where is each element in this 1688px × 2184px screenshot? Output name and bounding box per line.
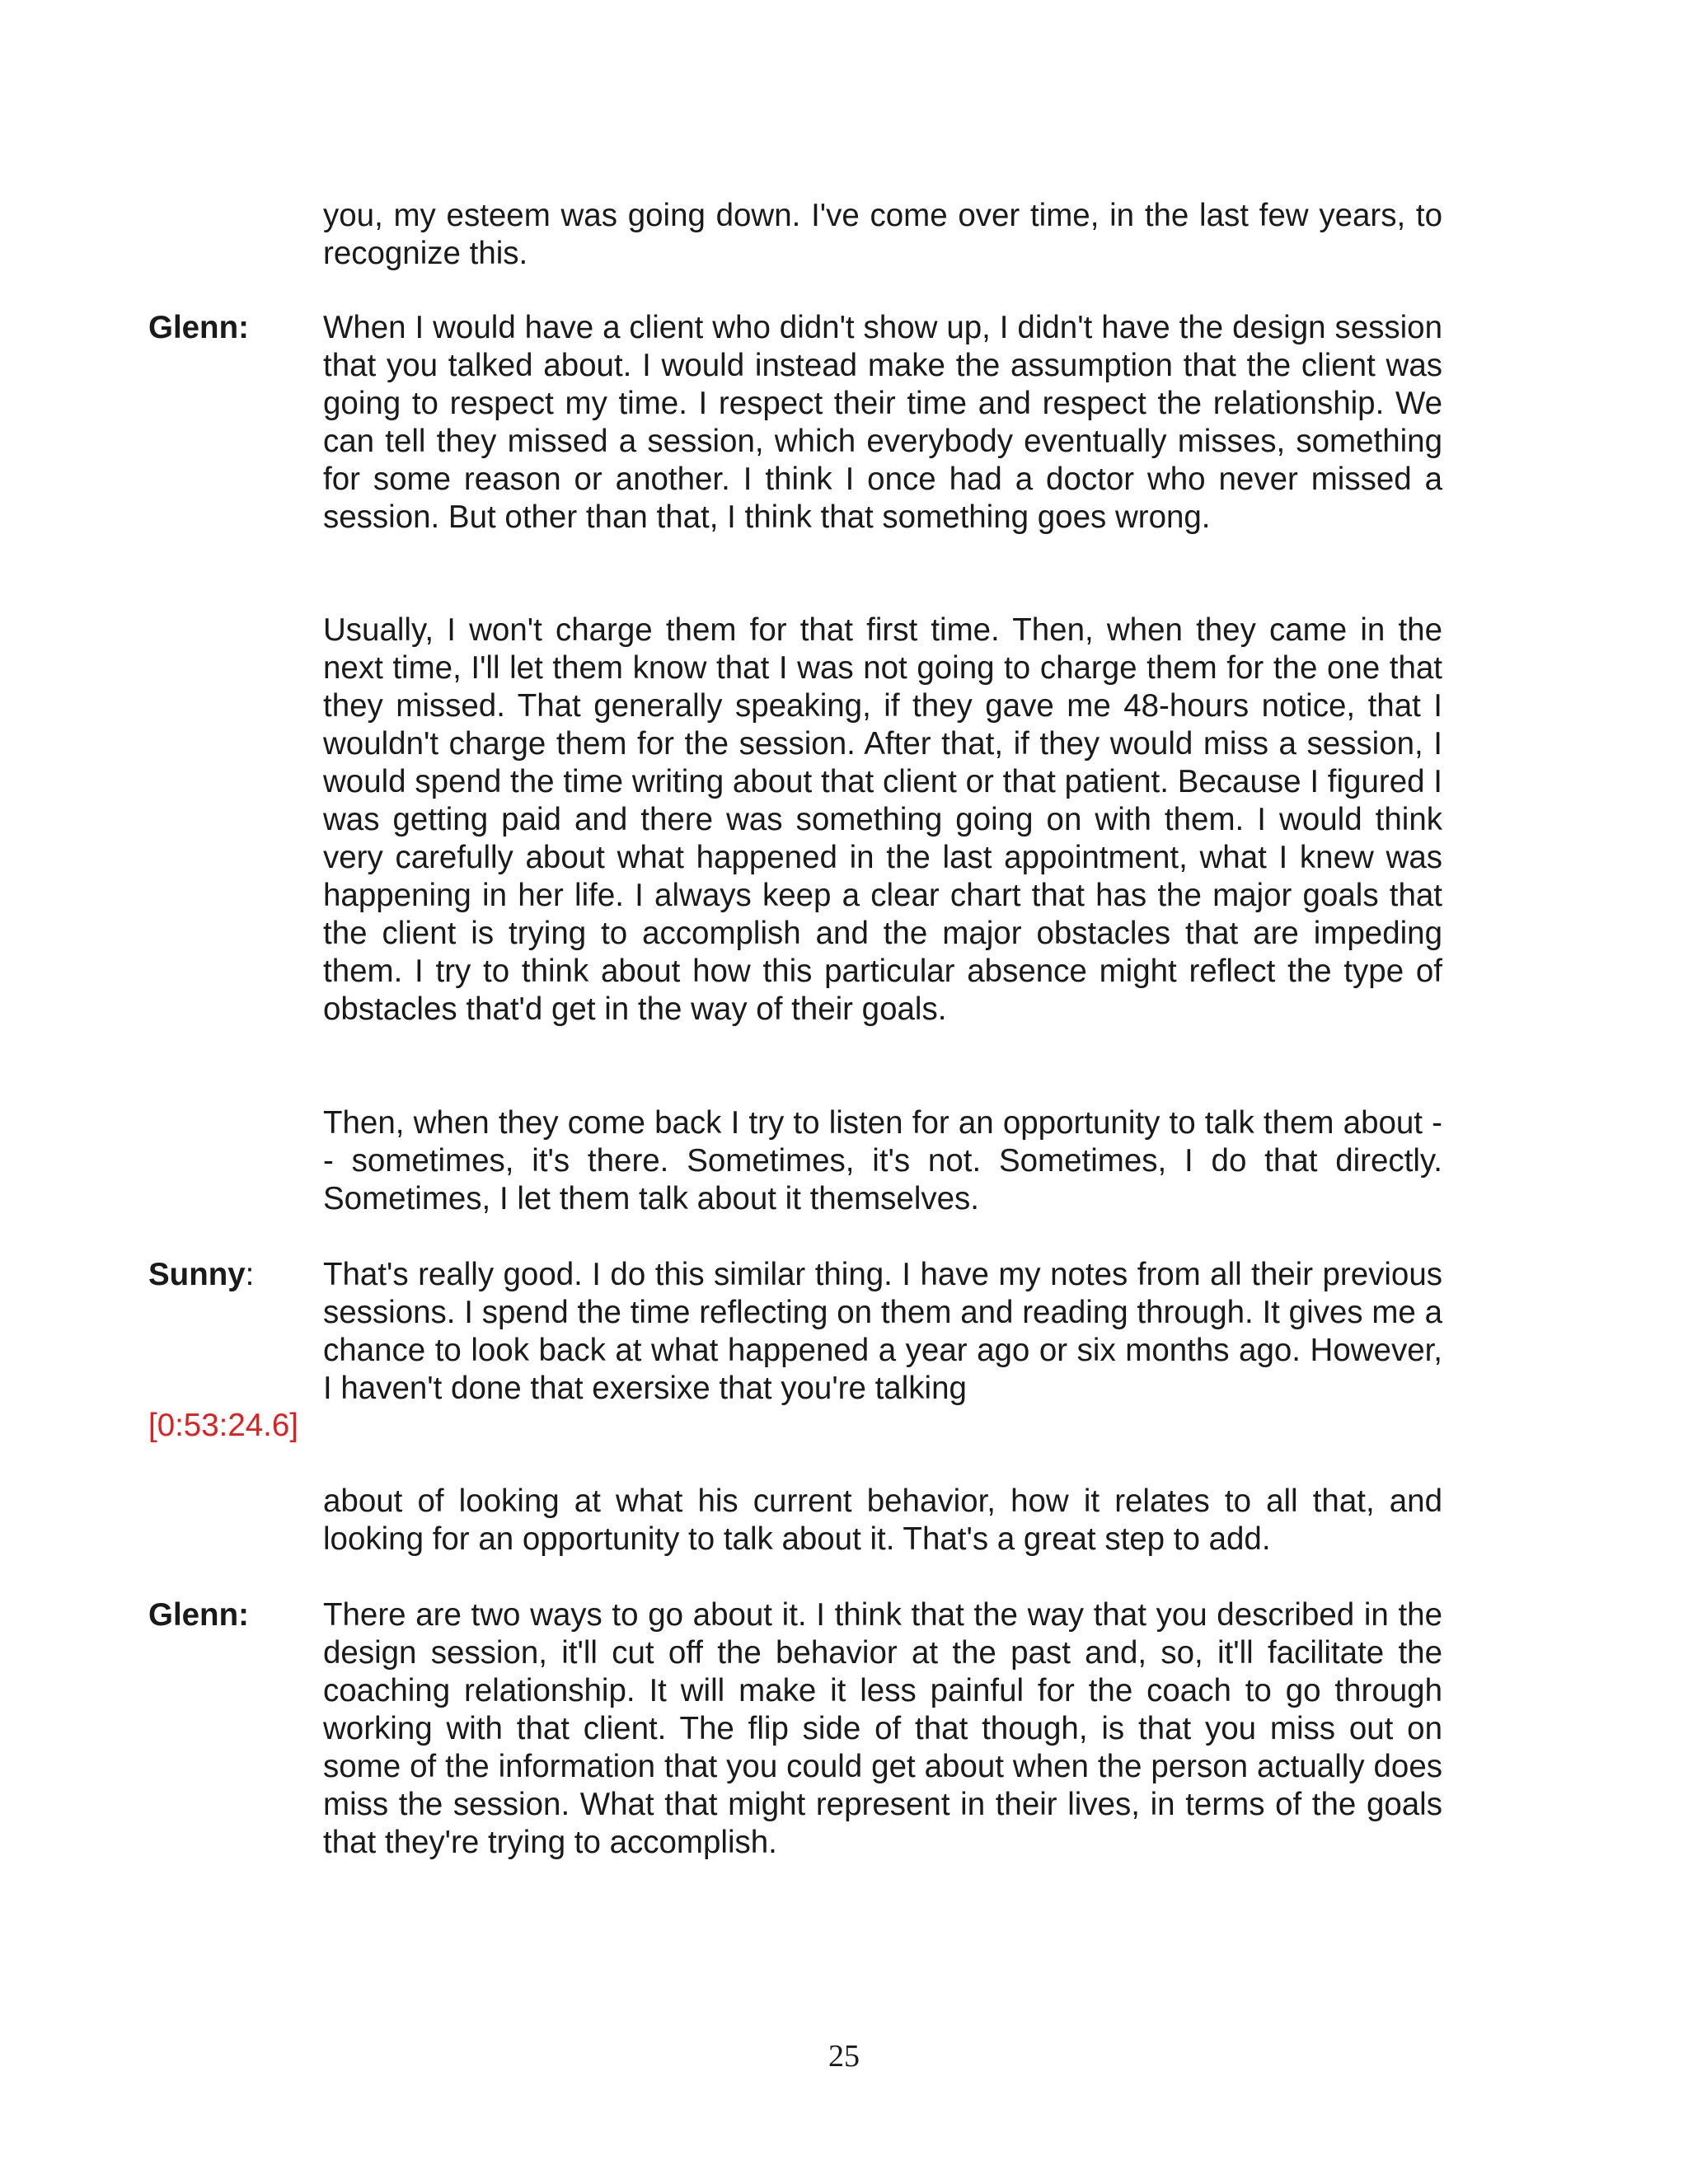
speaker-label-sunny	[148, 1256, 254, 1294]
timestamp-marker: [0:53:24.6]	[148, 1408, 298, 1443]
speaker-label-glenn: Glenn:	[148, 310, 249, 345]
speaker-colon: :	[245, 1257, 255, 1292]
speaker-label-glenn-2: Glenn:	[148, 1597, 249, 1633]
sunny-paragraph-2: about of looking at what his current behavior, how it relates to all that, and looking for an opportunity to talk about it. That's a great step to add.	[323, 1483, 1442, 1557]
sunny-paragraph-1: That's really good. I do this similar thing. I have my notes from all their previous sessions. I spend the time reflecting on them and reading through. It gives me a chance to look back at what happened a year ago or six months ago. However, I haven't done that exersixe that you're talking	[323, 1257, 1442, 1406]
continuation-paragraph: you, my esteem was going down. I've come over time, in the last few years, to recognize this.	[323, 198, 1442, 271]
page-number: 25	[828, 2039, 860, 2074]
glenn-paragraph-2: Usually, I won't charge them for that first time. Then, when they came in the next time, I'll let them know that I was not going to charge them for the one that they missed. That generally speaking, if they gave me 48-hours notice, that I wouldn't charge them for the session. After that, if they would miss a session, I would spend the time writing about that client or that patient. Because I figured I was getting paid and there was something going on with them. I would think very carefully about what happened in the last appointment, what I knew was happening in her life. I always keep a clear chart that has the major goals that the client is trying to accomplish and the major obstacles that are impeding them. I try to think about how this particular absence might reflect the type of obstacles that'd get in the way of their goals.	[323, 612, 1442, 1027]
speaker-name-sunny: Sunny	[148, 1257, 246, 1292]
glenn-paragraph-3: Then, when they come back I try to listen for an opportunity to talk them about -- sometimes, it's there. Sometimes, it's not. Sometimes, I do that directly. Sometimes, I let them talk about it themselves.	[323, 1105, 1442, 1216]
glenn-paragraph-4: There are two ways to go about it. I think that the way that you described in the design session, it'll cut off the behavior at the past and, so, it'll facilitate the coaching relationship. It will make it less painful for the coach to go through working with that client. The flip side of that though, is that you miss out on some of the information that you could get about when the person actually does miss the session. What that might represent in their lives, in terms of the goals that they're trying to accomplish.	[323, 1597, 1442, 1860]
glenn-paragraph-1: When I would have a client who didn't show up, I didn't have the design session that you talked about. I would instead make the assumption that the client was going to respect my time. I respect their time and respect the relationship. We can tell they missed a session, which everybody eventually misses, something for some reason or another. I think I once had a doctor who never missed a session. But other than that, I think that something goes wrong.	[323, 310, 1442, 535]
